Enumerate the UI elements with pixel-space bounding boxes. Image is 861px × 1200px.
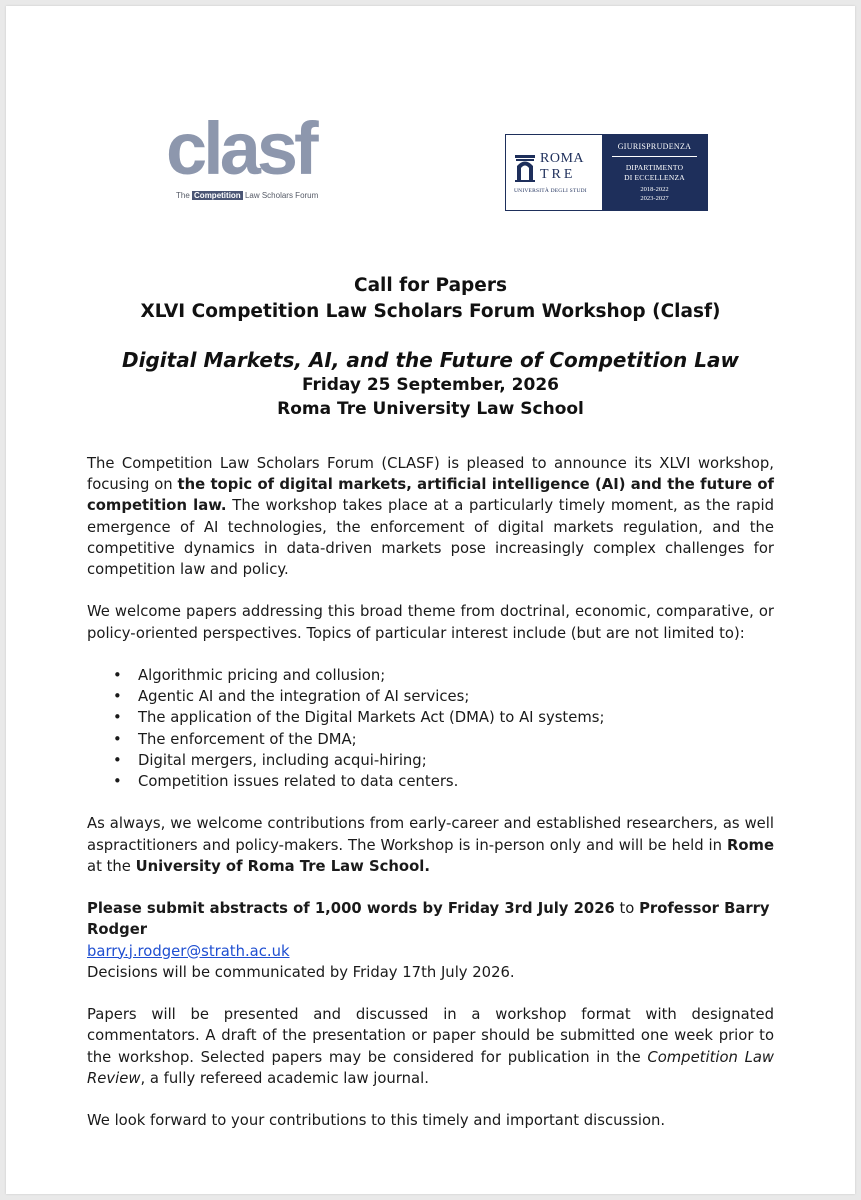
format-text-1: Papers will be presented and discussed in a workshop format with designated commentators. A draft of the presentation or paper should be submitted one week prior to the workshop. Selected papers may be considered for publication in the — [87, 1006, 774, 1066]
workshop-title: Digital Markets, AI, and the Future of Competition Law — [122, 348, 739, 372]
location-rome: Rome — [726, 836, 774, 854]
contributors-text-2: at the — [87, 857, 136, 875]
roma-university: UNIVERSITÀ DEGLI STUDI — [514, 188, 587, 194]
panel-divider — [612, 156, 697, 157]
decisions-text: Decisions will be communicated by Friday 17th July 2026. — [87, 963, 515, 981]
call-for-papers-heading: Call for Papers — [354, 275, 507, 296]
document-body — [87, 453, 774, 1131]
document-page — [6, 6, 855, 1194]
clasf-tagline-highlight: Competition — [194, 191, 241, 200]
workshop-date: Friday 25 September, 2026 — [301, 375, 560, 395]
topics-intro-paragraph: We welcome papers addressing this broad theme from doctrinal, economic, comparative, or policy-oriented perspectives. Topics of particular interest include (but are not limited to): — [87, 603, 774, 642]
format-paragraph — [87, 1004, 774, 1089]
submission-deadline: Please submit abstracts of 1,000 words by Friday 3rd July 2026 — [87, 900, 615, 918]
years-1: 2018-2022 — [640, 186, 669, 193]
roma-tre-text: TRE — [540, 167, 576, 182]
bullet-icon: • — [113, 730, 122, 748]
topic-text: Competition issues related to data centers. — [138, 773, 459, 791]
closing-paragraph: We look forward to your contributions to this timely and important discussion. — [87, 1112, 666, 1130]
years-2: 2023-2027 — [640, 195, 669, 202]
list-item — [87, 686, 774, 707]
list-item — [87, 729, 774, 750]
topic-text: Algorithmic pricing and collusion; — [138, 667, 386, 684]
workshop-heading: XLVI Competition Law Scholars Forum Workshop (Clasf) — [140, 301, 721, 322]
intro-topic-bold: the topic of digital markets, artificial intelligence (AI) and the future of competition law. — [87, 476, 774, 515]
clasf-wordmark: clasf — [166, 107, 315, 190]
department-years — [602, 185, 707, 203]
roma-tre-mark — [506, 135, 602, 210]
department-line2: DI ECCELLENZA — [624, 173, 685, 182]
list-item — [87, 771, 774, 792]
topic-text: The application of the Digital Markets Act (DMA) to AI systems; — [138, 709, 605, 727]
clasf-logo — [166, 107, 356, 210]
intro-text-2: The workshop takes place at a particularly timely moment, as the rapid emergence of AI technologies, the enforcement of digital markets regulation, and the competitive dynamics in data-driven markets pose increasingly complex challenges for competition law and policy. — [87, 497, 774, 579]
arch-icon — [514, 153, 536, 183]
topic-text: Agentic AI and the integration of AI services; — [138, 688, 470, 706]
clasf-tagline-post: Law Scholars Forum — [244, 191, 319, 200]
bullet-icon: • — [113, 751, 122, 769]
roma-tre-logo — [505, 134, 708, 211]
workshop-venue: Roma Tre University Law School — [277, 399, 584, 419]
bullet-icon: • — [113, 688, 122, 706]
list-item — [87, 750, 774, 771]
contributors-text-1: As always, we welcome contributions from early-career and established researchers, as well aspractitioners and policy-makers. The Workshop is in-person only and will be held in — [87, 815, 774, 854]
topic-text: Digital mergers, including acqui-hiring; — [138, 751, 427, 769]
list-item — [87, 665, 774, 686]
department-label — [602, 163, 707, 183]
intro-paragraph — [87, 453, 774, 580]
contributors-paragraph — [87, 813, 774, 877]
topic-text: The enforcement of the DMA; — [138, 730, 357, 748]
intro-text-1: The Competition Law Scholars Forum (CLASF) is pleased to announce its XLVI workshop, focusing on — [87, 455, 774, 494]
submission-paragraph — [87, 898, 774, 983]
location-university: University of Roma Tre Law School. — [135, 857, 430, 875]
faculty-label: GIURISPRUDENZA — [617, 142, 692, 151]
contact-email-link[interactable]: barry.j.rodger@strath.ac.uk — [87, 942, 290, 960]
topics-list — [87, 665, 774, 792]
submission-contact: Professor Barry Rodger — [87, 900, 770, 939]
journal-name: Competition Law Review — [87, 1048, 774, 1087]
bullet-icon: • — [113, 773, 122, 791]
bullet-icon: • — [113, 667, 122, 684]
roma-name: ROMA — [540, 151, 585, 166]
submission-to: to — [614, 900, 640, 918]
department-panel — [602, 135, 707, 210]
format-text-2: , a fully refereed academic law journal. — [140, 1069, 429, 1087]
department-line1: DIPARTIMENTO — [625, 163, 684, 172]
clasf-tagline — [176, 191, 318, 200]
clasf-tagline-pre: The — [176, 191, 190, 200]
list-item — [87, 707, 774, 728]
document-header — [66, 273, 795, 421]
bullet-icon: • — [113, 709, 122, 727]
